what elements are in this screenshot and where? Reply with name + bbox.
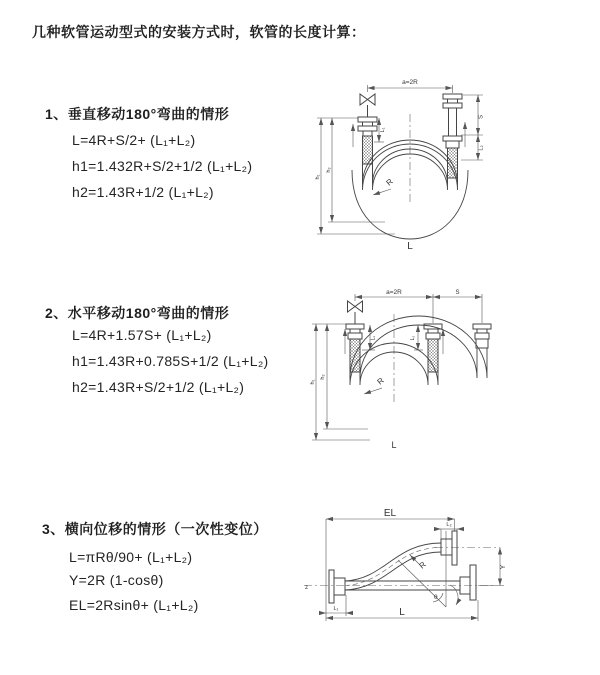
angle-label: θ <box>434 594 438 601</box>
hose-arcs <box>350 316 487 385</box>
dimension-lines <box>312 294 482 440</box>
length-label: L <box>391 440 397 450</box>
dim-label-span: a=2R <box>402 79 418 86</box>
diagram-lateral-displacement <box>300 503 600 663</box>
valve-icon <box>348 301 363 312</box>
diagram-vertical-180-bend <box>315 72 595 267</box>
dim-label-l: L <box>399 607 405 618</box>
formula-h2: h2=1.43R+S/2+1/2 (L₁+L₂) <box>72 379 245 395</box>
pipe-fittings <box>329 531 476 603</box>
hose-lines <box>345 543 460 590</box>
formula-el: EL=2Rsinθ+ (L₁+L₂) <box>69 597 199 613</box>
valve-icon <box>360 94 375 105</box>
formula-l: L=4R+1.57S+ (L₁+L₂) <box>72 327 212 343</box>
dim-label-l2: L₂ <box>410 335 416 341</box>
dim-label-s: S <box>455 290 460 296</box>
dim-label-l1: L₁ <box>380 127 386 133</box>
length-label: L <box>407 241 413 252</box>
formula-y: Y=2R (1-cosθ) <box>69 572 164 588</box>
section-1-heading: 1、垂直移动180°弯曲的情形 <box>45 106 230 122</box>
dim-label-s: S <box>478 114 485 120</box>
dim-label-l2: L₂ <box>446 522 452 528</box>
dim-label-l1: L₁ <box>333 606 339 612</box>
section-3 <box>42 519 268 613</box>
dim-label-l1: L₁ <box>370 335 377 341</box>
section-3-heading: 3、横向位移的情形（一次性变位） <box>42 521 268 537</box>
section-1 <box>45 104 253 200</box>
formula-h2: h2=1.43R+1/2 (L₁+L₂) <box>72 184 214 200</box>
dim-label-span: a=2R <box>386 289 402 296</box>
centerline-break-mark: z <box>305 585 308 591</box>
formula-l: L=4R+S/2+ (L₁+L₂) <box>72 132 196 148</box>
formula-h1: h1=1.432R+S/2+1/2 (L₁+L₂) <box>72 158 253 174</box>
radius-label: R <box>417 559 428 571</box>
page-title: 几种软管运动型式的安装方式时，软管的长度计算： <box>32 24 366 40</box>
formula-l: L=πRθ/90+ (L₁+L₂) <box>69 549 193 565</box>
section-2 <box>45 303 269 395</box>
dim-label-h2: h₂ <box>320 374 326 380</box>
dim-label-l2: L₂ <box>478 145 485 151</box>
formula-h1: h1=1.43R+0.785S+1/2 (L₁+L₂) <box>72 353 269 369</box>
dim-label-y: Y <box>500 564 507 570</box>
diagram-horizontal-180-bend <box>310 282 600 457</box>
dim-label-el: EL <box>383 508 397 519</box>
radius-label: R <box>384 176 395 188</box>
dim-label-h1: h₁ <box>310 379 316 385</box>
dim-label-h2: h₂ <box>326 167 332 173</box>
dim-label-h1: h₁ <box>315 174 321 180</box>
section-2-heading: 2、水平移动180°弯曲的情形 <box>45 305 230 321</box>
radius-label: R <box>375 375 386 387</box>
